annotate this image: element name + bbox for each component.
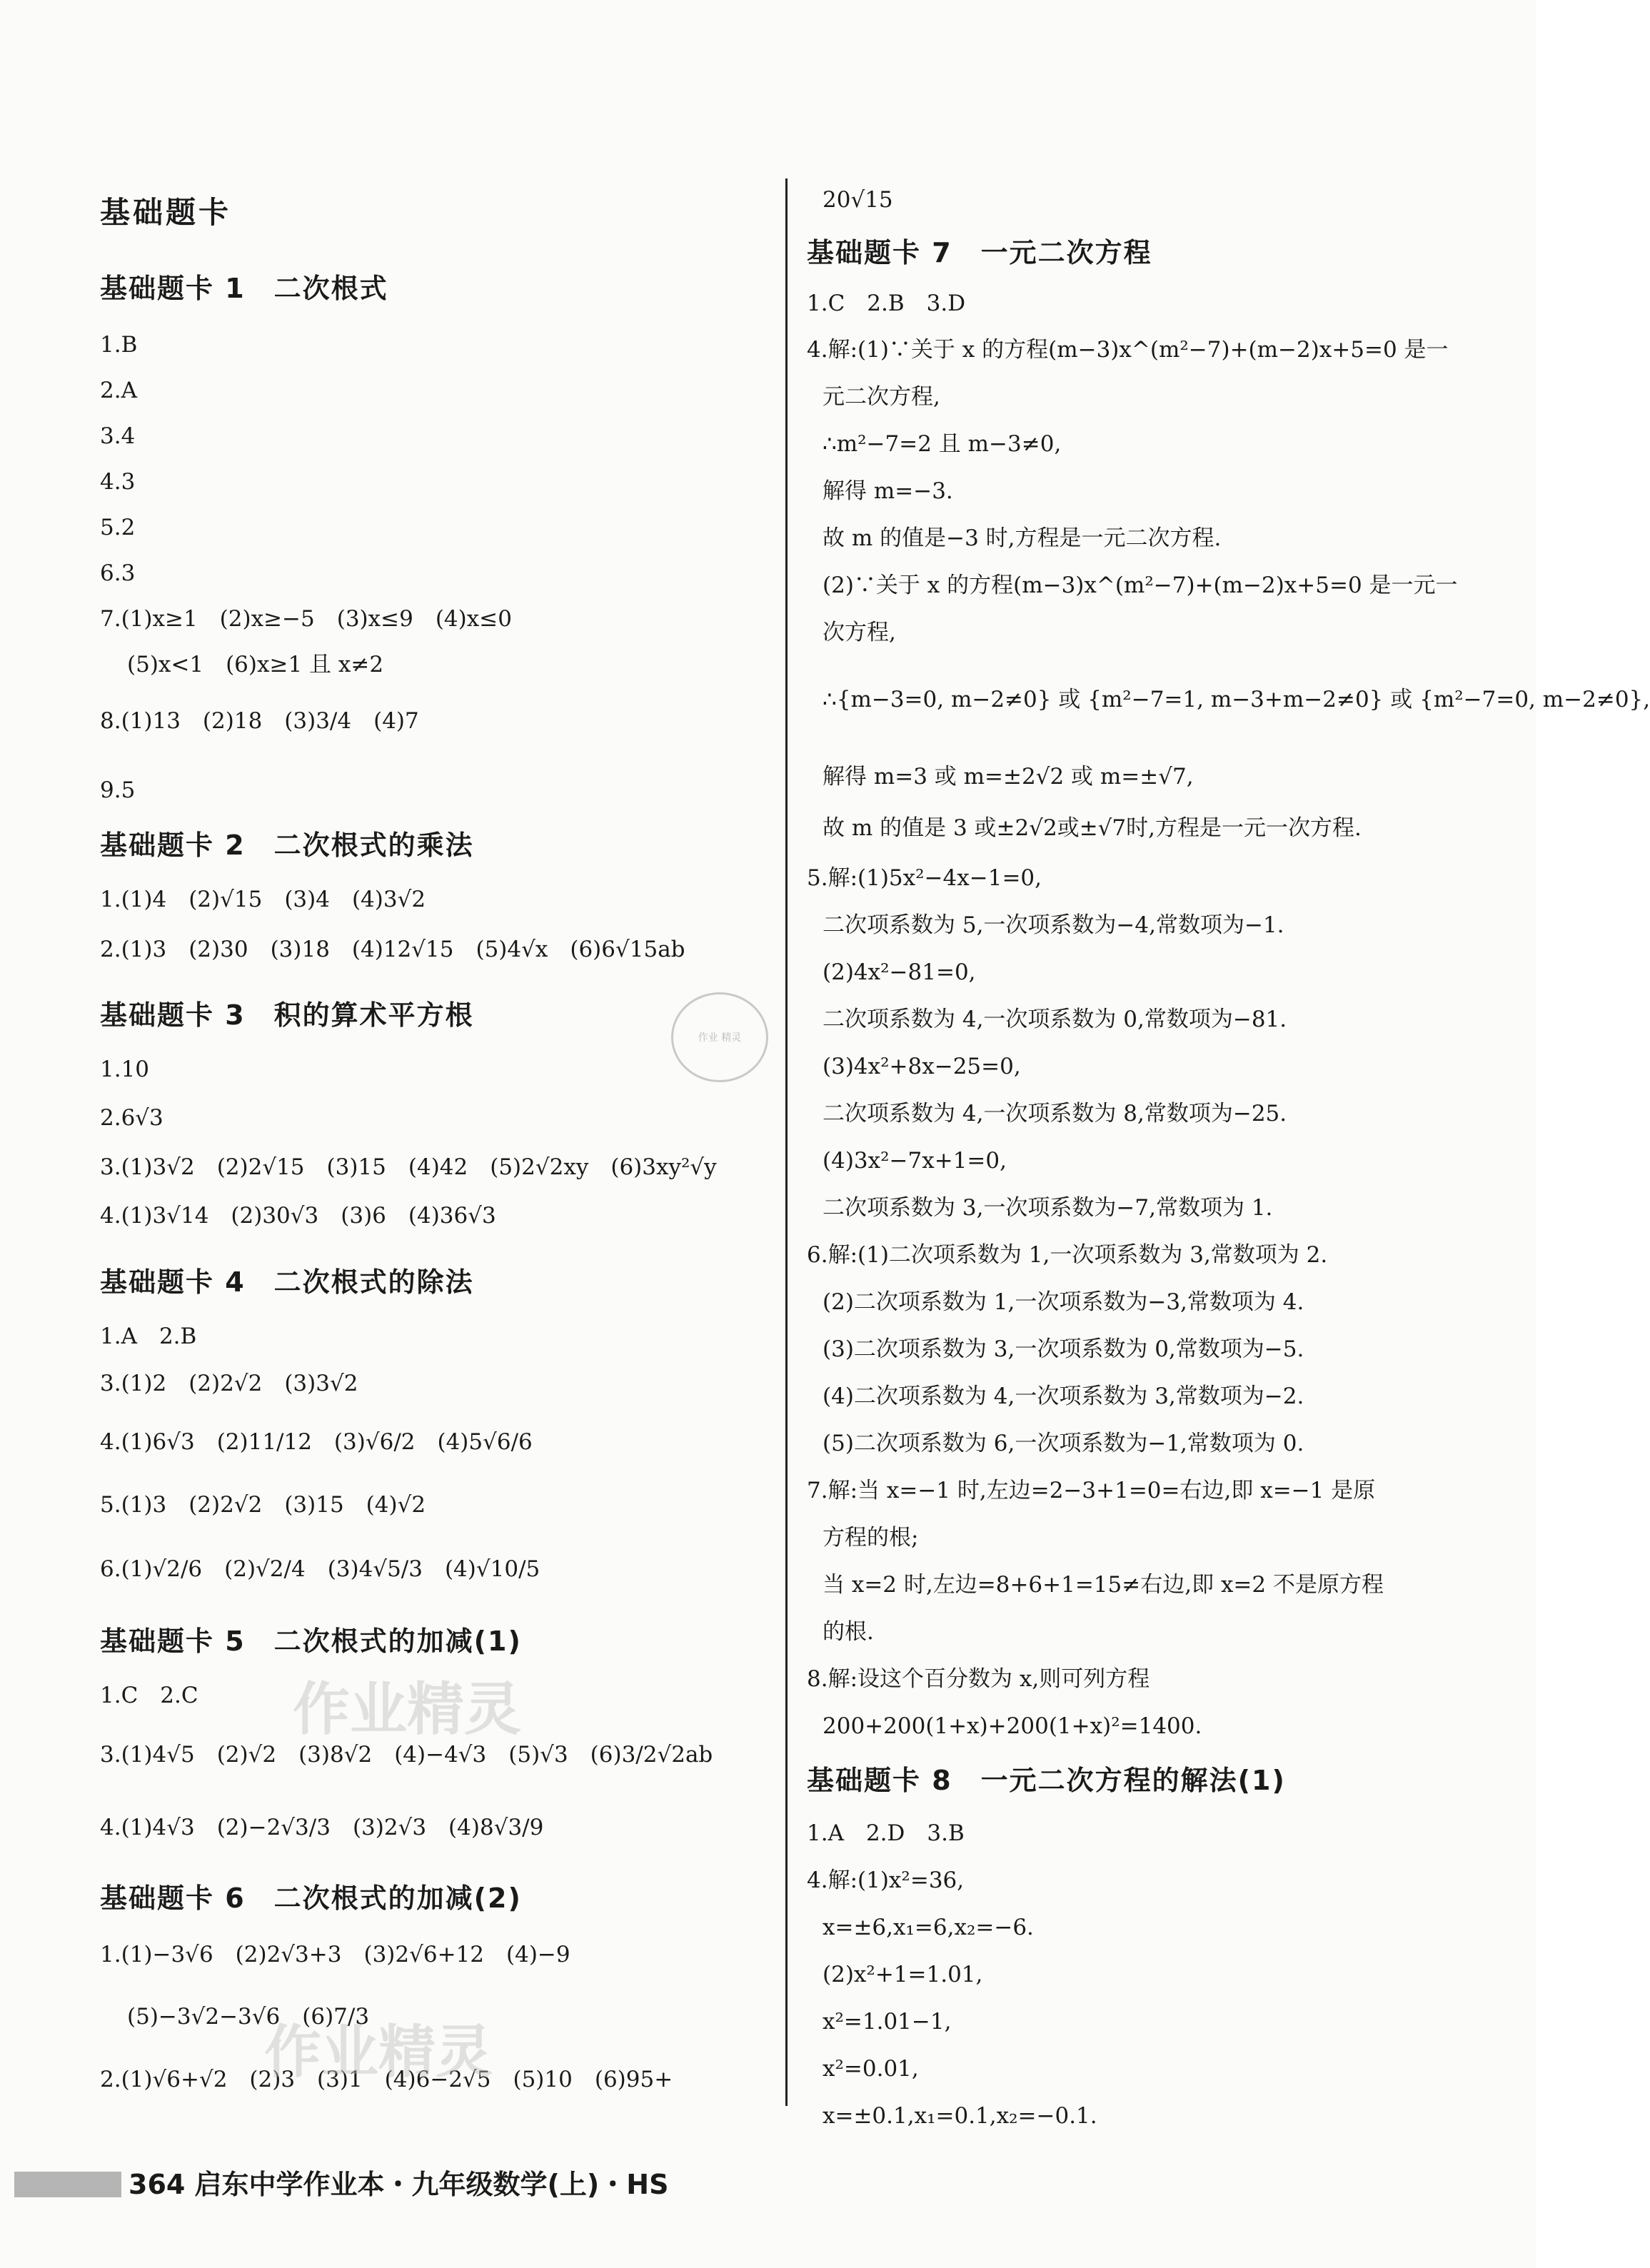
answer-line: 3.(1)3√2 (2)2√15 (3)15 (4)42 (5)2√2xy (6)3xy²√y <box>100 1154 717 1180</box>
section-title-2: 基础题卡 2 二次根式的乘法 <box>100 830 474 861</box>
answer-line: 4.(1)4√3 (2)−2√3/3 (3)2√3 (4)8√3/9 <box>100 1815 544 1840</box>
stamp-text: 作业 精灵 <box>698 1032 742 1044</box>
watermark: 作业精灵 <box>264 2019 493 2085</box>
answer-line: 4.(1)3√14 (2)30√3 (3)6 (4)36√3 <box>100 1203 496 1229</box>
answer-line: 4.解:(1)x²=36, <box>807 1868 965 1893</box>
answer-line: (2)4x²−81=0, <box>823 959 976 985</box>
answer-line: 4.(1)6√3 (2)11/12 (3)√6/2 (4)5√6/6 <box>100 1429 533 1455</box>
watermark: 作业精灵 <box>293 1676 521 1743</box>
footer-bar <box>14 2172 121 2197</box>
section-title-6: 基础题卡 6 二次根式的加减(2) <box>100 1883 522 1914</box>
answer-line: 3.(1)4√5 (2)√2 (3)8√2 (4)−4√3 (5)√3 (6)3/2√2ab <box>100 1742 713 1768</box>
answer-line: 的根. <box>823 1619 874 1645</box>
answer-line: 1.(1)−3√6 (2)2√3+3 (3)2√6+12 (4)−9 <box>100 1942 570 1967</box>
stamp-logo <box>671 992 768 1082</box>
answer-line: 2.(1)√6+√2 (2)3 (3)1 (4)6−2√5 (5)10 (6)95+ <box>100 2067 673 2092</box>
answer-line: 5.2 <box>100 515 136 540</box>
answer-line: (5)二次项系数为 6,一次项系数为−1,常数项为 0. <box>823 1431 1304 1456</box>
answer-line: 1.C 2.B 3.D <box>807 291 966 316</box>
answer-line: (3)二次项系数为 3,一次项系数为 0,常数项为−5. <box>823 1336 1304 1362</box>
footer-text: 364 启东中学作业本・九年级数学(上)・HS <box>129 2169 669 2200</box>
answer-line: 当 x=2 时,左边=8+6+1=15≠右边,即 x=2 不是原方程 <box>823 1572 1384 1598</box>
answer-line: 5.解:(1)5x²−4x−1=0, <box>807 865 1042 891</box>
answer-line: 1.B <box>100 332 138 358</box>
answer-line: 元二次方程, <box>823 384 940 410</box>
answer-line: 1.A 2.D 3.B <box>807 1820 965 1846</box>
answer-line: (4)二次项系数为 4,一次项系数为 3,常数项为−2. <box>823 1384 1304 1409</box>
answer-line: 解得 m=3 或 m=±2√2 或 m=±√7, <box>823 764 1194 790</box>
answer-line: 2.6√3 <box>100 1105 164 1131</box>
answer-line: (3)4x²+8x−25=0, <box>823 1054 1021 1079</box>
answer-line: (2)∵关于 x 的方程(m−3)x^(m²−7)+(m−2)x+5=0 是一元一 <box>823 573 1458 598</box>
answer-line: 8.(1)13 (2)18 (3)3/4 (4)7 <box>100 708 419 734</box>
answer-line: x²=1.01−1, <box>823 2009 952 2035</box>
answer-line: x=±6,x₁=6,x₂=−6. <box>823 1915 1034 1940</box>
answer-line: 3.4 <box>100 423 136 449</box>
answer-line: 8.解:设这个百分数为 x,则可列方程 <box>807 1666 1150 1692</box>
answer-line: 二次项系数为 4,一次项系数为 0,常数项为−81. <box>823 1007 1287 1032</box>
answer-line: (2)二次项系数为 1,一次项系数为−3,常数项为 4. <box>823 1289 1304 1315</box>
answer-line: 6.(1)√2/6 (2)√2/4 (3)4√5/3 (4)√10/5 <box>100 1556 540 1582</box>
answer-line: 1.A 2.B <box>100 1324 197 1349</box>
answer-line: 3.(1)2 (2)2√2 (3)3√2 <box>100 1371 358 1396</box>
answer-line: 解得 m=−3. <box>823 478 953 504</box>
answer-line: x=±0.1,x₁=0.1,x₂=−0.1. <box>823 2103 1097 2129</box>
answer-line: 7.解:当 x=−1 时,左边=2−3+1=0=右边,即 x=−1 是原 <box>807 1478 1376 1503</box>
answer-line: 故 m 的值是−3 时,方程是一元二次方程. <box>823 525 1222 551</box>
answer-line: 4.3 <box>100 469 136 495</box>
answer-line: (5)x<1 (6)x≥1 且 x≠2 <box>127 652 384 677</box>
answer-line: ∴m²−7=2 且 m−3≠0, <box>823 431 1062 457</box>
answer-line: 9.5 <box>100 777 136 803</box>
answer-line: (2)x²+1=1.01, <box>823 1962 983 1987</box>
answer-line: 2.A <box>100 378 137 403</box>
answer-line: 4.解:(1)∵关于 x 的方程(m−3)x^(m²−7)+(m−2)x+5=0 是一 <box>807 337 1449 363</box>
answer-line: 7.(1)x≥1 (2)x≥−5 (3)x≤9 (4)x≤0 <box>100 606 512 632</box>
answer-line: 5.(1)3 (2)2√2 (3)15 (4)√2 <box>100 1492 426 1518</box>
answer-line: 二次项系数为 4,一次项系数为 8,常数项为−25. <box>823 1101 1287 1127</box>
section-title-8: 基础题卡 8 一元二次方程的解法(1) <box>807 1765 1286 1796</box>
answer-line: 2.(1)3 (2)30 (3)18 (4)12√15 (5)4√x (6)6√15ab <box>100 937 685 962</box>
page-footer <box>14 2163 800 2206</box>
answer-line: 二次项系数为 5,一次项系数为−4,常数项为−1. <box>823 912 1284 938</box>
answer-line: 6.解:(1)二次项系数为 1,一次项系数为 3,常数项为 2. <box>807 1242 1328 1268</box>
answer-line: (5)−3√2−3√6 (6)7/3 <box>127 2004 370 2030</box>
answer-line: 20√15 <box>823 187 893 213</box>
section-title-7: 基础题卡 7 一元二次方程 <box>807 237 1152 268</box>
section-title-3: 基础题卡 3 积的算术平方根 <box>100 999 474 1031</box>
section-title-1: 基础题卡 1 二次根式 <box>100 273 388 304</box>
answer-line: 1.(1)4 (2)√15 (3)4 (4)3√2 <box>100 887 426 912</box>
answer-line: 方程的根; <box>823 1525 919 1551</box>
answer-line: 1.C 2.C <box>100 1683 198 1708</box>
answer-line: 二次项系数为 3,一次项系数为−7,常数项为 1. <box>823 1195 1273 1221</box>
answer-line: 6.3 <box>100 560 136 586</box>
answer-line: x²=0.01, <box>823 2056 919 2082</box>
answer-line: 200+200(1+x)+200(1+x)²=1400. <box>823 1713 1202 1739</box>
answer-line: (4)3x²−7x+1=0, <box>823 1148 1007 1174</box>
page-title: 基础题卡 <box>100 195 232 230</box>
answer-line: 故 m 的值是 3 或±2√2或±√7时,方程是一元一次方程. <box>823 815 1362 841</box>
section-title-4: 基础题卡 4 二次根式的除法 <box>100 1266 474 1298</box>
column-divider <box>785 178 788 2106</box>
answer-line: 次方程, <box>823 620 896 645</box>
answer-line: 1.10 <box>100 1057 150 1082</box>
section-title-5: 基础题卡 5 二次根式的加减(1) <box>100 1626 522 1657</box>
answer-line: ∴{m−3=0, m−2≠0} 或 {m²−7=1, m−3+m−2≠0} 或 {m²−7=0, m−2≠0}, <box>823 687 1650 712</box>
